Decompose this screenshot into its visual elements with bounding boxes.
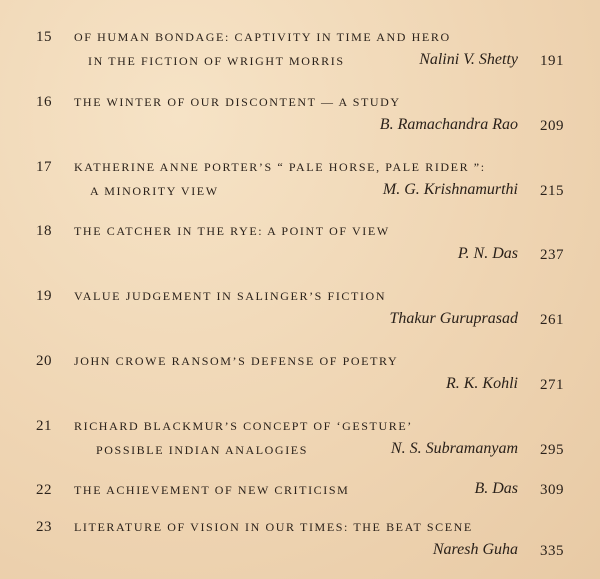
- chapter-number: 21: [36, 418, 52, 434]
- chapter-author: Thakur Guruprasad: [389, 310, 518, 327]
- toc-entry: [0, 93, 600, 151]
- chapter-title: THE WINTER OF OUR DISCONTENT — A STUDY: [74, 95, 401, 109]
- chapter-title: JOHN CROWE RANSOM’S DEFENSE OF POETRY: [74, 354, 399, 368]
- page-number: 295: [540, 442, 564, 458]
- chapter-number: 18: [36, 223, 52, 239]
- toc-entry: [0, 518, 600, 576]
- chapter-author: Nalini V. Shetty: [419, 51, 518, 68]
- toc-entry: [0, 28, 600, 86]
- chapter-number: 15: [36, 29, 52, 45]
- chapter-author: M. G. Krishnamurthi: [382, 181, 518, 198]
- page-number: 215: [540, 183, 564, 199]
- page-number: 237: [540, 247, 564, 263]
- page-number: 261: [540, 312, 564, 328]
- chapter-number: 16: [36, 94, 52, 110]
- page-number: 309: [540, 482, 564, 498]
- chapter-author: P. N. Das: [457, 245, 518, 262]
- chapter-title-continued: IN THE FICTION OF WRIGHT MORRIS: [88, 54, 345, 68]
- chapter-title: LITERATURE OF VISION IN OUR TIMES: THE BEAT SCENE: [74, 520, 473, 534]
- chapter-author: R. K. Kohli: [445, 375, 518, 392]
- page-number: 335: [540, 543, 564, 559]
- chapter-title-continued: POSSIBLE INDIAN ANALOGIES: [96, 443, 309, 457]
- chapter-title: THE CATCHER IN THE RYE: A POINT OF VIEW: [74, 224, 390, 238]
- chapter-author: B. Ramachandra Rao: [379, 116, 518, 133]
- chapter-author: Naresh Guha: [432, 541, 518, 558]
- chapter-author: N. S. Subramanyam: [390, 440, 518, 457]
- chapter-title: KATHERINE ANNE PORTER’S “ PALE HORSE, PALE RIDER ”:: [74, 160, 486, 174]
- chapter-number: 19: [36, 288, 52, 304]
- chapter-number: 22: [36, 482, 52, 498]
- toc-entry: [0, 417, 600, 475]
- toc-entry: [0, 352, 600, 410]
- chapter-title: RICHARD BLACKMUR’S CONCEPT OF ‘GESTURE’: [74, 419, 413, 433]
- chapter-title: THE ACHIEVEMENT OF NEW CRITICISM: [74, 483, 350, 497]
- page-number: 271: [540, 377, 564, 393]
- toc-entry: [0, 158, 600, 216]
- page-number: 191: [540, 53, 564, 69]
- chapter-title: OF HUMAN BONDAGE: CAPTIVITY IN TIME AND HERO: [74, 30, 451, 44]
- toc-entry: [0, 287, 600, 345]
- chapter-title-continued: A MINORITY VIEW: [90, 184, 219, 198]
- toc-entry: [0, 222, 600, 280]
- chapter-number: 20: [36, 353, 52, 369]
- chapter-number: 17: [36, 159, 52, 175]
- chapter-author: B. Das: [474, 480, 518, 497]
- chapter-number: 23: [36, 519, 52, 535]
- page-number: 209: [540, 118, 564, 134]
- chapter-title: VALUE JUDGEMENT IN SALINGER’S FICTION: [74, 289, 387, 303]
